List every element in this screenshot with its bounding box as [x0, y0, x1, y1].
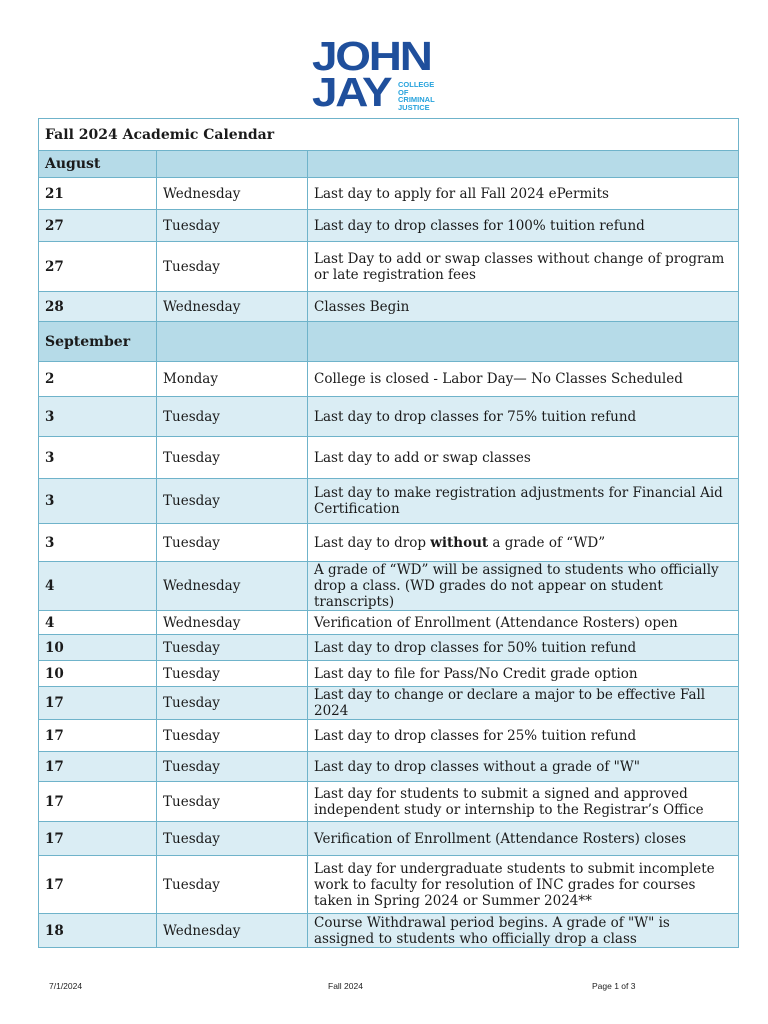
weekday-cell: Tuesday [157, 479, 308, 524]
weekday-cell: Wednesday [157, 292, 308, 322]
date-cell: 17 [39, 720, 157, 752]
date-cell: 21 [39, 178, 157, 210]
event-cell: Last day for students to submit a signed and approved independent study or internship to the Registrar’s Office [308, 782, 739, 822]
table-row [39, 752, 739, 782]
weekday-cell: Wednesday [157, 611, 308, 635]
footer-term: Fall 2024 [328, 981, 363, 991]
table-row [39, 914, 739, 948]
month-header-row [39, 151, 739, 178]
weekday-cell: Wednesday [157, 562, 308, 611]
date-cell: 17 [39, 822, 157, 856]
table-row [39, 397, 739, 437]
weekday-cell: Tuesday [157, 687, 308, 720]
month-name: August [39, 151, 157, 178]
date-cell: 17 [39, 782, 157, 822]
event-cell: Verification of Enrollment (Attendance Rosters) open [308, 611, 739, 635]
date-cell: 3 [39, 524, 157, 562]
table-row [39, 856, 739, 914]
weekday-cell: Tuesday [157, 242, 308, 292]
weekday-cell: Tuesday [157, 661, 308, 687]
logo-subtitle: COLLEGE OF CRIMINAL JUSTICE [398, 80, 435, 112]
event-cell: Last day to drop classes for 75% tuition refund [308, 397, 739, 437]
calendar-title: Fall 2024 Academic Calendar [39, 119, 739, 151]
date-cell: 17 [39, 687, 157, 720]
date-cell: 28 [39, 292, 157, 322]
john-jay-logo [312, 33, 446, 116]
table-row [39, 210, 739, 242]
event-cell: Last day to drop without a grade of “WD” [308, 524, 739, 562]
table-row [39, 562, 739, 611]
date-cell: 3 [39, 397, 157, 437]
weekday-cell: Tuesday [157, 752, 308, 782]
event-cell: Last day to drop classes for 25% tuition refund [308, 720, 739, 752]
weekday-cell: Wednesday [157, 914, 308, 948]
weekday-cell: Tuesday [157, 210, 308, 242]
table-row [39, 292, 739, 322]
event-cell: College is closed - Labor Day— No Classes Scheduled [308, 362, 739, 397]
table-row [39, 782, 739, 822]
date-cell: 17 [39, 752, 157, 782]
date-cell: 18 [39, 914, 157, 948]
weekday-cell: Tuesday [157, 397, 308, 437]
event-cell: Course Withdrawal period begins. A grade of "W" is assigned to students who officially drop a class [308, 914, 739, 948]
event-cell: Classes Begin [308, 292, 739, 322]
event-cell: A grade of “WD” will be assigned to students who officially drop a class. (WD grades do not appear on student transcripts) [308, 562, 739, 611]
date-cell: 27 [39, 242, 157, 292]
weekday-cell: Monday [157, 362, 308, 397]
event-cell: Verification of Enrollment (Attendance Rosters) closes [308, 822, 739, 856]
weekday-cell: Tuesday [157, 635, 308, 661]
footer-page-number: Page 1 of 3 [592, 981, 636, 991]
event-cell: Last day for undergraduate students to submit incomplete work to faculty for resolution of INC grades for courses taken in Spring 2024 or Summer 2024** [308, 856, 739, 914]
event-cell: Last day to change or declare a major to be effective Fall 2024 [308, 687, 739, 720]
weekday-cell: Tuesday [157, 856, 308, 914]
table-row [39, 611, 739, 635]
logo-line-2: JAY [312, 69, 391, 115]
date-cell: 2 [39, 362, 157, 397]
date-cell: 3 [39, 437, 157, 479]
event-cell: Last day to make registration adjustments for Financial Aid Certification [308, 479, 739, 524]
table-row [39, 437, 739, 479]
table-row [39, 635, 739, 661]
weekday-cell: Tuesday [157, 720, 308, 752]
table-row [39, 661, 739, 687]
calendar-title-row [39, 119, 739, 151]
weekday-cell: Tuesday [157, 524, 308, 562]
table-row [39, 362, 739, 397]
date-cell: 4 [39, 611, 157, 635]
table-row [39, 687, 739, 720]
weekday-cell: Tuesday [157, 822, 308, 856]
weekday-cell: Tuesday [157, 782, 308, 822]
event-cell: Last day to apply for all Fall 2024 ePermits [308, 178, 739, 210]
logo-line-1: JOHN [312, 33, 431, 79]
academic-calendar-table [38, 118, 739, 948]
month-header-row [39, 322, 739, 362]
date-cell: 3 [39, 479, 157, 524]
table-row [39, 242, 739, 292]
date-cell: 17 [39, 856, 157, 914]
date-cell: 27 [39, 210, 157, 242]
table-row [39, 524, 739, 562]
event-cell: Last day to drop classes for 50% tuition refund [308, 635, 739, 661]
footer-date: 7/1/2024 [49, 981, 83, 991]
event-cell: Last day to drop classes for 100% tuition refund [308, 210, 739, 242]
date-cell: 4 [39, 562, 157, 611]
table-row [39, 822, 739, 856]
bold-word: without [430, 534, 489, 551]
table-row [39, 178, 739, 210]
event-cell: Last Day to add or swap classes without change of program or late registration fees [308, 242, 739, 292]
month-name: September [39, 322, 157, 362]
weekday-cell: Wednesday [157, 178, 308, 210]
event-cell: Last day to add or swap classes [308, 437, 739, 479]
event-cell: Last day to drop classes without a grade of "W" [308, 752, 739, 782]
weekday-cell: Tuesday [157, 437, 308, 479]
event-cell: Last day to file for Pass/No Credit grade option [308, 661, 739, 687]
table-row [39, 479, 739, 524]
table-row [39, 720, 739, 752]
date-cell: 10 [39, 661, 157, 687]
date-cell: 10 [39, 635, 157, 661]
